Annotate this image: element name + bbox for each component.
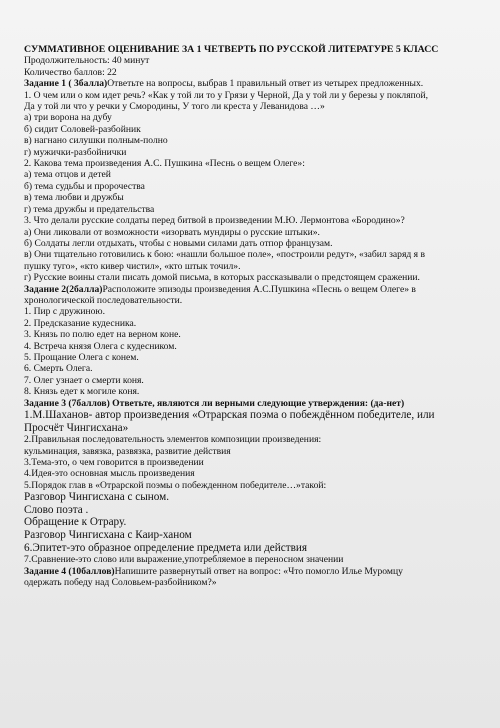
task-4-label: Задание 4 (10баллов) (24, 565, 115, 577)
statement-line: Обращение к Отрару. (24, 516, 127, 529)
episode-item: 1. Пир с дружиною. (24, 306, 105, 318)
answer-option: б) сидит Соловей-разбойник (24, 123, 141, 135)
question-2: 2. Какова тема произведения А.С. Пушкина «Песнь о вещем Олеге»: (24, 158, 305, 170)
answer-option: б) тема судьбы и пророчества (24, 180, 145, 192)
answer-option: г) тема дружбы и предательства (24, 203, 155, 215)
task-4-heading (24, 566, 482, 577)
statement-line: 4.Идея-это основная мысль произведения (24, 468, 195, 480)
question-1-line: 1. О чем или о ком идет речь? «Как у той ли то у Грязи у Черной, Да у той ли у березы у покляпой, (24, 89, 429, 101)
episode-item: 2. Предсказание кудесника. (24, 317, 137, 329)
task-3-heading: Задание 3 (7баллов) Ответьте, являются ли верными следующие утверждения: (да-нет) (24, 397, 405, 409)
statement-line: Слово поэта . (24, 503, 89, 516)
task-2-heading (24, 284, 482, 295)
task-1-instruction: Ответьте на вопросы, выбрав 1 правильный ответ из четырех предложенных. (107, 78, 424, 90)
task-2-label: Задание 2(2балла) (24, 283, 103, 295)
answer-option: в) тема любви и дружбы (24, 192, 124, 204)
statement-line: Разговор Чингисхана с сыном. (24, 491, 169, 504)
answer-option: в) Они тщательно готовились к бою: «нашли большое поле», «построили редут», «забил заряд я в (24, 249, 425, 261)
task-2-instruction-cont: хронологической последовательности. (24, 294, 183, 306)
episode-item: 4. Встреча князя Олега с кудесником. (24, 340, 177, 352)
task-4-instruction: Напишите развернутый ответ на вопрос: «Что помогло Илье Муромцу (114, 565, 403, 577)
episode-item: 8. Князь едет к могиле коня. (24, 386, 140, 398)
duration-text: Продолжительность: 40 минут (24, 55, 150, 67)
statement-line: 1.М.Шаханов- автор произведения «Отрарская поэма о побеждённом победителе, или (24, 409, 435, 421)
episode-item: 6. Смерть Олега. (24, 363, 93, 375)
worksheet-title: СУММАТИВНОЕ ОЦЕНИВАНИЕ ЗА 1 ЧЕТВЕРТЬ ПО РУССКОЙ ЛИТЕРАТУРЕ 5 КЛАСС (24, 44, 439, 55)
answer-option: а) тема отцов и детей (24, 169, 111, 181)
episode-item: 5. Прощание Олега с конем. (24, 351, 139, 363)
points-text: Количество баллов: 22 (24, 66, 117, 78)
task-4-instruction-cont: одержать победу над Соловьем-разбойником?» (24, 577, 217, 588)
answer-option-cont: пушку туго», «кто кивер чистил», «кто штык точил». (24, 260, 241, 272)
statement-line: 7.Сравнение-это слово или выражение,употребляемое в переносном значении (24, 554, 344, 566)
episode-item: 7. Олег узнает о смерти коня. (24, 374, 144, 386)
answer-option: б) Солдаты легли отдыхать, чтобы с новыми силами дать отпор французам. (24, 237, 333, 249)
answer-option: г) Русские воины стали писать домой письма, в которых рассказывали о предстоящем сражении. (24, 272, 420, 284)
task-1-heading (24, 78, 482, 89)
statement-line: 3.Тема-это, о чем говорится в произведении (24, 457, 204, 468)
question-1-line: Да у той ли что у речки у Смородины, У того ли креста у Леванидова …» (24, 101, 325, 113)
answer-option: а) три ворона на дубу (24, 112, 112, 124)
task-2 (24, 284, 482, 398)
task-1 (24, 78, 482, 283)
task-1-label: Задание 1 ( 3балла) (24, 78, 108, 90)
worksheet-content (24, 44, 482, 588)
question-3: 3. Что делали русские солдаты перед битвой в произведении М.Ю. Лермонтова «Бородино»? (24, 215, 405, 227)
statement-line: Разговор Чингисхана с Каир-ханом (24, 529, 192, 541)
episode-item: 3. Князь по полю едет на верном коне. (24, 329, 181, 341)
answer-option: а) Они ликовали от возможности «изорвать мундиры о русские штыки». (24, 226, 320, 238)
answer-option: г) мужички-разбойнички (24, 146, 127, 158)
task-3 (24, 398, 482, 566)
answer-option: в) нагнано силушки полным-полно (24, 135, 168, 147)
statement-line: 6.Эпитет-это образное определение предмета или действия (24, 541, 308, 554)
task-2-instruction: Расположите эпизоды произведения А.С.Пушкина «Песнь о вещем Олеге» в (102, 283, 416, 295)
statement-line: кульминация, завязка, развязка, развитие действия (24, 445, 231, 457)
task-4 (24, 566, 482, 589)
statement-line: 5.Порядок глав в «Отрарской поэмы о побежденном победителе…»такой: (24, 479, 327, 491)
statement-line: 2.Правильная последовательность элементов композиции произведения: (24, 434, 322, 446)
statement-line: Просчёт Чингисхана» (24, 421, 129, 434)
